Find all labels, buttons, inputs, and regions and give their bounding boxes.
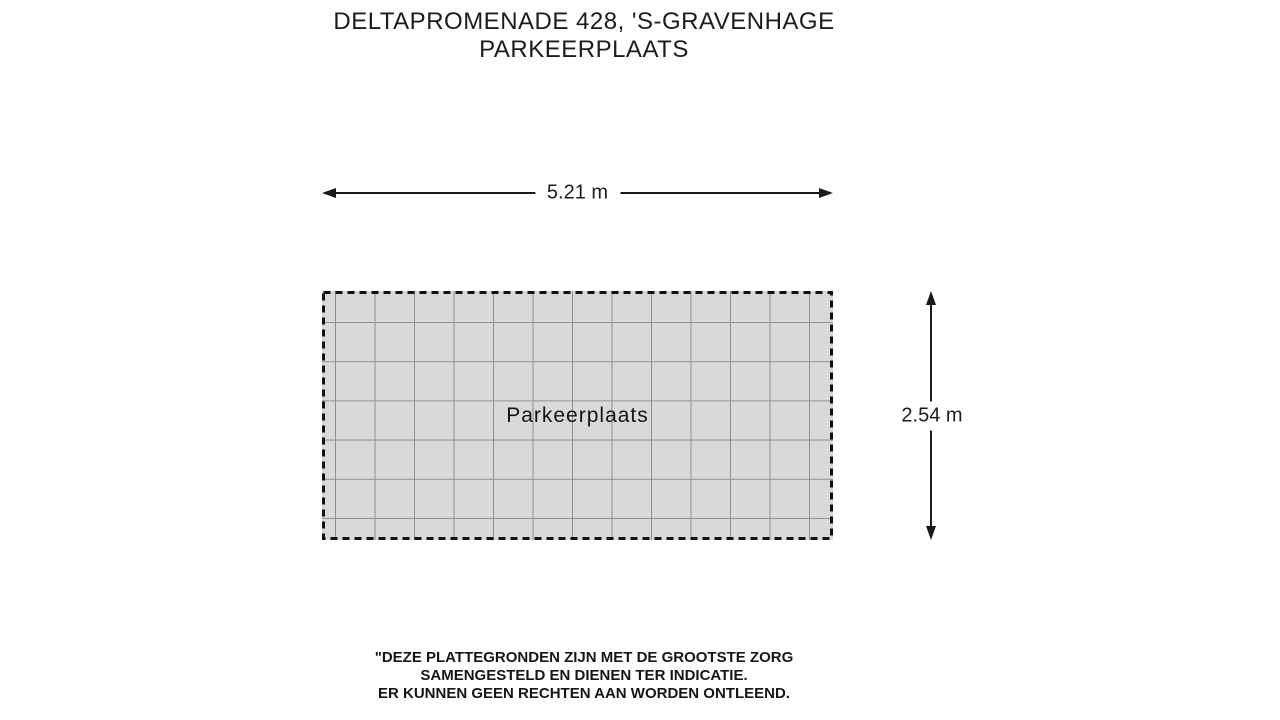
title-line-address: DELTAPROMENADE 428, 'S-GRAVENHAGE bbox=[333, 8, 835, 35]
room-label: Parkeerplaats bbox=[506, 403, 649, 427]
disclaimer bbox=[234, 649, 934, 703]
disclaimer-line-3: ER KUNNEN GEEN RECHTEN AAN WORDEN ONTLEEND. bbox=[378, 685, 790, 702]
page-title bbox=[234, 8, 934, 64]
width-dimension bbox=[322, 180, 833, 206]
left-arrowhead-icon bbox=[322, 188, 336, 198]
width-dimension-label: 5.21 m bbox=[535, 182, 620, 205]
height-dimension-label: 2.54 m bbox=[897, 401, 966, 430]
height-dimension bbox=[899, 291, 965, 540]
disclaimer-line-1: "DEZE PLATTEGRONDEN ZIJN MET DE GROOTSTE ZORG bbox=[374, 649, 794, 666]
up-arrowhead-icon bbox=[926, 291, 936, 305]
title-line-type: PARKEERPLAATS bbox=[479, 36, 689, 63]
disclaimer-line-2: SAMENGESTELD EN DIENEN TER INDICATIE. bbox=[420, 667, 748, 684]
down-arrowhead-icon bbox=[926, 526, 936, 540]
parking-space bbox=[322, 291, 833, 540]
right-arrowhead-icon bbox=[819, 188, 833, 198]
